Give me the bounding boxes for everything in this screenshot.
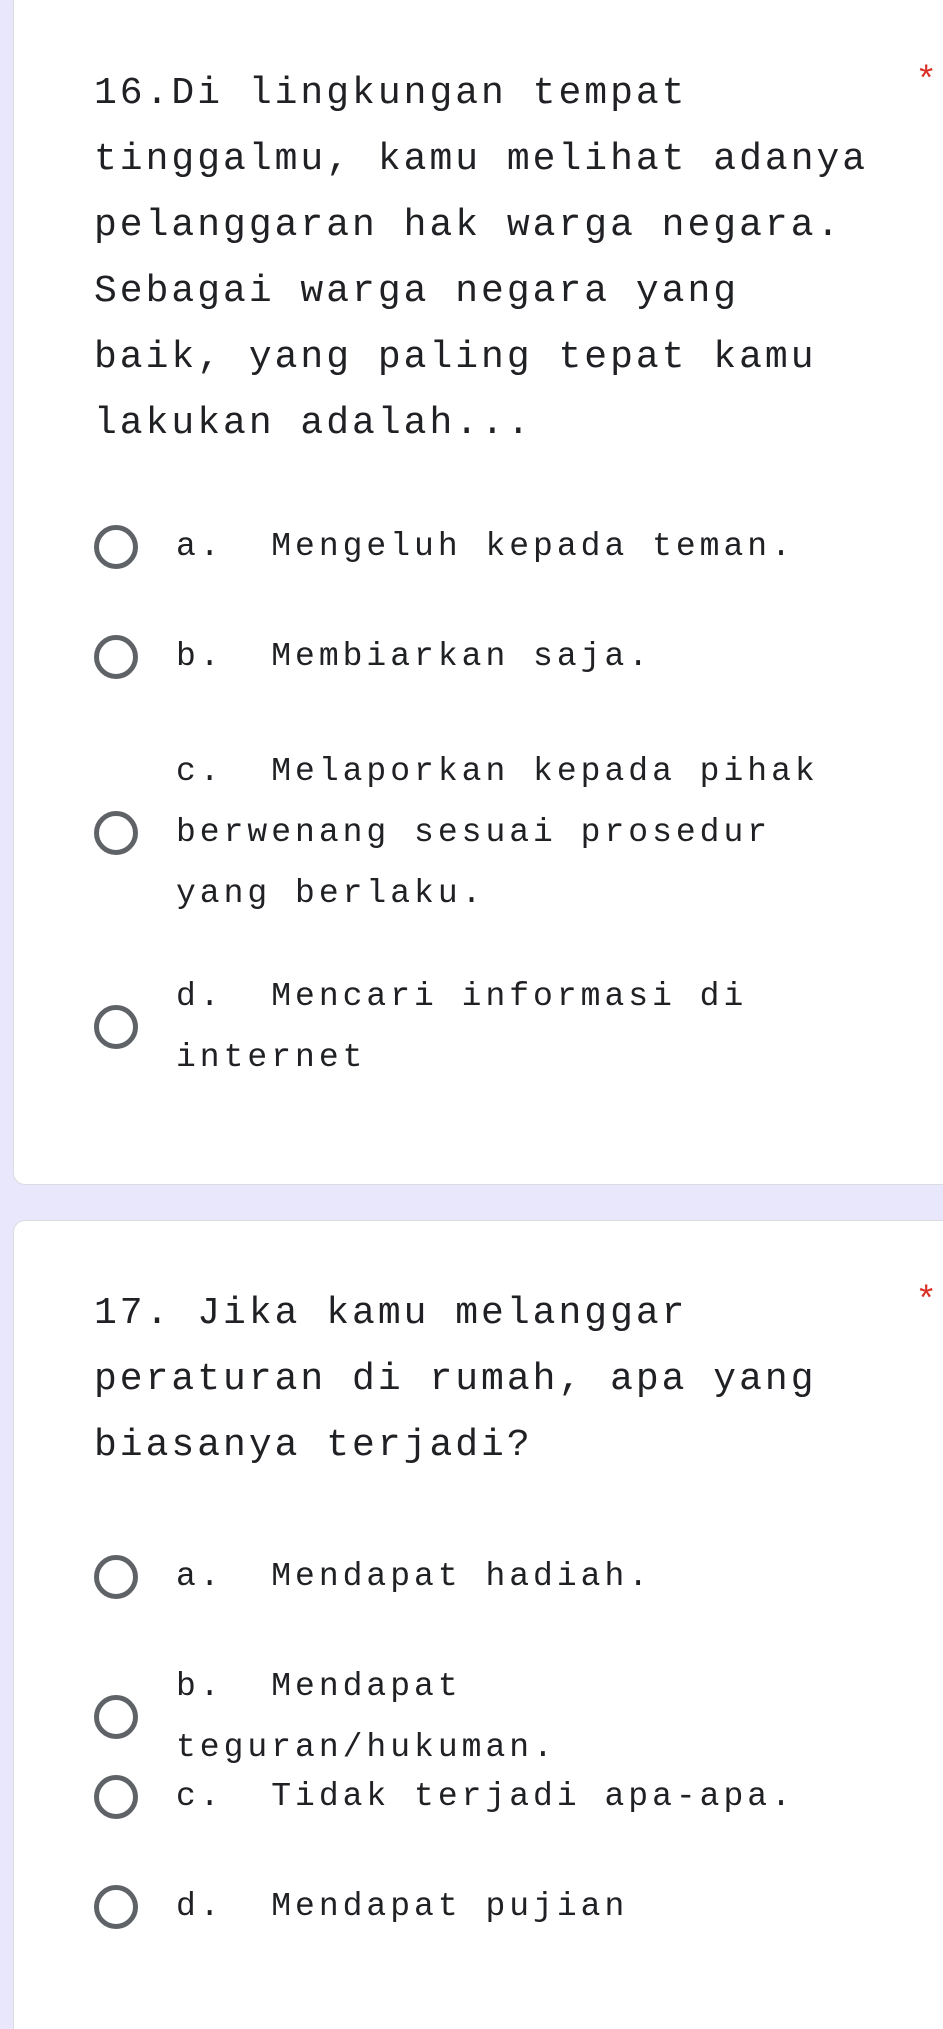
option-c[interactable] [94,741,914,924]
option-a[interactable] [94,1546,914,1607]
question-card-17 [13,1220,943,2029]
radio-button[interactable] [94,1555,138,1599]
radio-button[interactable] [94,1695,138,1739]
option-label: a. Mengeluh kepada teman. [176,528,795,565]
option-b[interactable] [94,626,914,687]
option-label: c. Tidak terjadi apa-apa. [176,1778,795,1815]
required-asterisk: * [915,1281,937,1322]
option-label: d. Mencari informasi di internet [176,978,772,1076]
radio-button[interactable] [94,1005,138,1049]
radio-button[interactable] [94,1885,138,1929]
option-c[interactable] [94,1766,914,1827]
option-label: b. Mendapat teguran/hukuman. [176,1668,557,1766]
option-label: b. Membiarkan saja. [176,638,653,675]
option-d[interactable] [94,1876,914,1937]
option-label: d. Mendapat pujian [176,1888,629,1925]
option-a[interactable] [94,516,914,577]
radio-button[interactable] [94,525,138,569]
option-d[interactable] [94,966,914,1088]
option-label: c. Melaporkan kepada pihak berwenang sesuai prosedur yang berlaku. [176,753,843,912]
radio-button[interactable] [94,811,138,855]
question-title: 17. Jika kamu melanggar peraturan di rumah, apa yang biasanya terjadi? [94,1292,843,1467]
required-asterisk: * [915,61,937,102]
radio-button[interactable] [94,635,138,679]
option-b[interactable] [94,1656,914,1778]
option-label: a. Mendapat hadiah. [176,1558,653,1595]
question-card-16 [13,0,943,1185]
question-title: 16.Di lingkungan tempat tinggalmu, kamu melihat adanya pelanggaran hak warga negara. Sebagai warga negara yang baik, yang paling tepat kamu lakukan adalah... [94,72,894,445]
radio-button[interactable] [94,1775,138,1819]
